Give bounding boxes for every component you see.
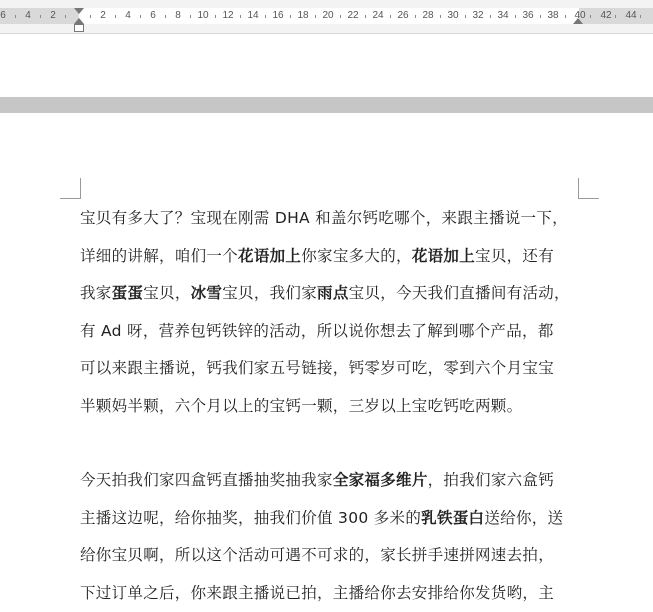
ruler-tick <box>615 15 616 18</box>
ruler-number: 4 <box>25 9 31 23</box>
ruler-number: 30 <box>447 9 458 23</box>
crop-mark-top-left <box>60 178 81 199</box>
text-run: 下过订单之后，你来跟主播说已拍，主播给你去安排给你发货哟，主 <box>80 584 554 602</box>
bold-text-run: 乳铁蛋白 <box>421 509 484 527</box>
ruler-number: 4 <box>125 9 131 23</box>
ruler-number: 2 <box>100 9 106 23</box>
first-line-indent-marker[interactable] <box>74 8 84 14</box>
text-run: 宝贝， <box>143 284 190 302</box>
ruler-tick <box>90 15 91 18</box>
ruler-tick <box>215 15 216 18</box>
text-run: 我家 <box>80 284 112 302</box>
right-indent-marker[interactable] <box>573 18 583 24</box>
text-run: 宝贝，我们家 <box>222 284 317 302</box>
ruler-tick <box>290 15 291 18</box>
ruler-tick <box>490 15 491 18</box>
ruler-tick <box>190 15 191 18</box>
text-line[interactable] <box>80 313 580 351</box>
ruler-number: 22 <box>347 9 358 23</box>
text-line[interactable] <box>80 350 580 388</box>
ruler-tick <box>115 15 116 18</box>
ruler-number: 42 <box>600 9 611 23</box>
ruler-tick <box>40 15 41 18</box>
ruler-tick <box>240 15 241 18</box>
ruler-tick <box>140 15 141 18</box>
ruler-number: 32 <box>472 9 483 23</box>
ruler-tick <box>440 15 441 18</box>
ruler-tick <box>65 15 66 18</box>
horizontal-ruler[interactable] <box>0 0 653 34</box>
ruler-tick <box>415 15 416 18</box>
ruler-number: 28 <box>422 9 433 23</box>
text-line[interactable] <box>80 200 580 238</box>
bold-text-run: 冰雪 <box>191 284 223 302</box>
text-line[interactable] <box>80 500 580 538</box>
text-run: 送给你，送 <box>484 509 563 527</box>
text-line[interactable] <box>80 275 580 313</box>
ruler-number: 34 <box>497 9 508 23</box>
text-run: 详细的讲解，咱们一个 <box>80 247 238 265</box>
ruler-tick <box>340 15 341 18</box>
ruler-number: 16 <box>272 9 283 23</box>
text-run: ，拍我们家六盒钙 <box>428 471 554 489</box>
ruler-tick <box>540 15 541 18</box>
ruler-number: 26 <box>397 9 408 23</box>
text-run: 主播这边呢，给你抽奖，抽我们价值 300 多米的 <box>80 509 421 527</box>
page-break-gap <box>0 97 653 113</box>
ruler-tick <box>315 15 316 18</box>
bold-text-run: 花语加上 <box>238 247 301 265</box>
text-line[interactable] <box>80 537 580 575</box>
previous-page-bottom <box>0 34 653 97</box>
ruler-number: 36 <box>522 9 533 23</box>
text-run: 你家宝多大的， <box>301 247 412 265</box>
text-run: 半颗妈半颗，六个月以上的宝钙一颗，三岁以上宝吃钙吃两颗。 <box>80 397 522 415</box>
ruler-number: 6 <box>0 9 6 23</box>
ruler-number: 38 <box>547 9 558 23</box>
ruler-number: 44 <box>625 9 636 23</box>
ruler-number: 20 <box>322 9 333 23</box>
crop-mark-top-right <box>578 178 599 199</box>
text-line[interactable] <box>80 238 580 276</box>
bold-text-run: 雨点 <box>317 284 349 302</box>
ruler-tick <box>165 15 166 18</box>
ruler-tick <box>515 15 516 18</box>
document-body[interactable] <box>80 200 580 612</box>
ruler-number: 12 <box>222 9 233 23</box>
text-run: 宝贝，今天我们直播间有活动， <box>349 284 570 302</box>
ruler-number: 6 <box>150 9 156 23</box>
ruler-tick <box>640 15 641 18</box>
text-line[interactable] <box>80 575 580 612</box>
bold-text-run: 蛋蛋 <box>112 284 144 302</box>
ruler-number: 14 <box>247 9 258 23</box>
ruler-number: 18 <box>297 9 308 23</box>
text-run: 可以来跟主播说，钙我们家五号链接，钙零岁可吃，零到六个月宝宝 <box>80 359 554 377</box>
left-indent-marker[interactable] <box>74 24 84 32</box>
ruler-number: 40 <box>574 9 585 23</box>
ruler-tick <box>390 15 391 18</box>
text-run: 有 Ad 呀，营养包钙铁锌的活动，所以说你想去了解到哪个产品，都 <box>80 322 554 340</box>
text-run: 给你宝贝啊，所以这个活动可遇不可求的，家长拼手速拼网速去拍， <box>80 546 554 564</box>
ruler-number: 10 <box>197 9 208 23</box>
text-line[interactable] <box>80 388 580 426</box>
ruler-number: 2 <box>50 9 56 23</box>
bold-text-run: 全家福多维片 <box>333 471 428 489</box>
ruler-tick <box>15 15 16 18</box>
text-run: 今天拍我们家四盒钙直播抽奖抽我家 <box>80 471 333 489</box>
paragraph[interactable] <box>80 200 580 425</box>
ruler-number: 8 <box>175 9 181 23</box>
ruler-tick <box>465 15 466 18</box>
text-line[interactable] <box>80 462 580 500</box>
ruler-tick <box>590 15 591 18</box>
bold-text-run: 花语加上 <box>412 247 475 265</box>
ruler-tick <box>365 15 366 18</box>
paragraph[interactable] <box>80 462 580 612</box>
text-run: 宝贝，还有 <box>475 247 554 265</box>
text-run: 宝贝有多大了？宝现在刚需 DHA 和盖尔钙吃哪个，来跟主播说一下， <box>80 209 568 227</box>
ruler-tick <box>565 15 566 18</box>
ruler-number: 24 <box>372 9 383 23</box>
ruler-tick <box>265 15 266 18</box>
